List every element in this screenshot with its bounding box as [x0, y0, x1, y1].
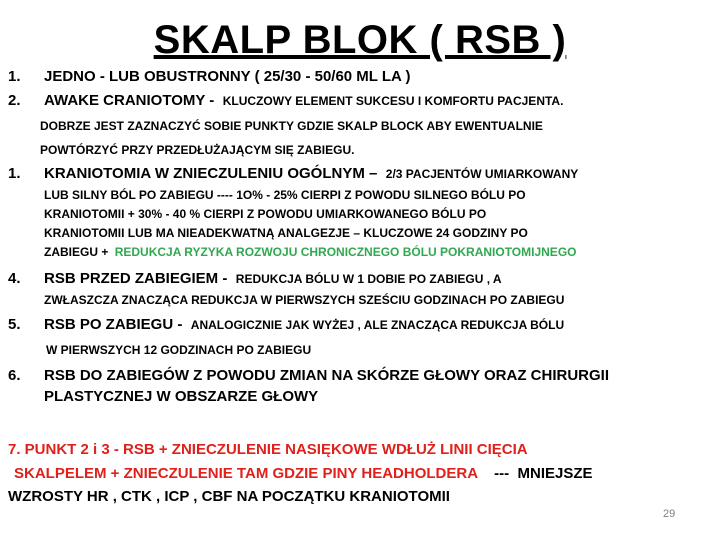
item-lead: KRANIOTOMIA W ZNIECZULENIU OGÓLNYM –	[44, 165, 378, 182]
item-number: 1.	[8, 165, 21, 182]
item-detail: ZABIEGU +	[44, 245, 109, 259]
item-number: 5.	[8, 316, 21, 333]
point7-line2-black: --- MNIEJSZE	[481, 465, 593, 482]
item-text	[44, 270, 502, 288]
item-text: KRANIOTOMII LUB MA NIEADEKWATNĄ ANALGEZJE – KLUCZOWE 24 GODZINY PO	[44, 226, 528, 240]
item-text: JEDNO - LUB OBUSTRONNY ( 25/30 - 50/60 ML LA )	[44, 68, 411, 85]
highlight-green: REDUKCJA RYZYKA ROZWOJU CHRONICZNEGO BÓLU POKRANIOTOMIJNEGO	[114, 245, 577, 259]
item-text: DOBRZE JEST ZAZNACZYĆ SOBIE PUNKTY GDZIE SKALP BLOCK ABY EWENTUALNIE	[40, 119, 543, 133]
point7-line1: 7. PUNKT 2 i 3 - RSB + ZNIECZULENIE NASIĘKOWE WDŁUŻ LINII CIĘCIA	[8, 441, 528, 458]
item-text	[44, 92, 563, 110]
item-detail: REDUKCJA BÓLU W 1 DOBIE PO ZABIEGU , A	[235, 272, 502, 286]
item-lead: RSB PO ZABIEGU -	[44, 316, 183, 333]
item-text	[44, 165, 578, 183]
item-text: LUB SILNY BÓL PO ZABIEGU ---- 1O% - 25% CIERPI Z POWODU SILNEGO BÓLU PO	[44, 188, 526, 202]
item-text	[44, 245, 576, 259]
item-detail: 2/3 PACJENTÓW UMIARKOWANY	[385, 167, 579, 181]
item-text: PLASTYCZNEJ W OBSZARZE GŁOWY	[44, 388, 319, 405]
item-number: 4.	[8, 270, 21, 287]
item-number: 2.	[8, 92, 21, 109]
point7-line2-red: SKALPELEM + ZNIECZULENIE TAM GDZIE PINY HEADHOLDERA	[14, 465, 478, 482]
item-text: POWTÓRZYĆ PRZY PRZEDŁUŻAJĄCYM SIĘ ZABIEGU.	[40, 143, 355, 157]
item-detail: KLUCZOWY ELEMENT SUKCESU I KOMFORTU PACJENTA.	[222, 94, 564, 108]
slide-title: SKALP BLOK ( RSB )	[153, 18, 567, 62]
item-text: KRANIOTOMII + 30% - 40 % CIERPI Z POWODU UMIARKOWANEGO BÓLU PO	[44, 207, 487, 221]
item-text: ZWŁASZCZA ZNACZĄCA REDUKCJA W PIERWSZYCH SZEŚCIU GODZINACH PO ZABIEGU	[44, 293, 565, 307]
item-number: 1.	[8, 68, 21, 85]
page-number: 29	[663, 508, 676, 520]
item-text: RSB DO ZABIEGÓW Z POWODU ZMIAN NA SKÓRZE GŁOWY ORAZ CHIRURGII	[44, 367, 609, 384]
item-lead: AWAKE CRANIOTOMY -	[44, 92, 215, 109]
point7-line2	[14, 465, 593, 482]
item-number: 6.	[8, 367, 21, 384]
item-text	[44, 316, 564, 334]
item-detail: ANALOGICZNIE JAK WYŻEJ , ALE ZNACZĄCA REDUKCJA BÓLU	[190, 318, 565, 332]
point7-line3: WZROSTY HR , CTK , ICP , CBF NA POCZĄTKU KRANIOTOMII	[8, 488, 450, 505]
item-text: W PIERWSZYCH 12 GODZINACH PO ZABIEGU	[46, 343, 312, 357]
item-lead: RSB PRZED ZABIEGIEM -	[44, 270, 228, 287]
